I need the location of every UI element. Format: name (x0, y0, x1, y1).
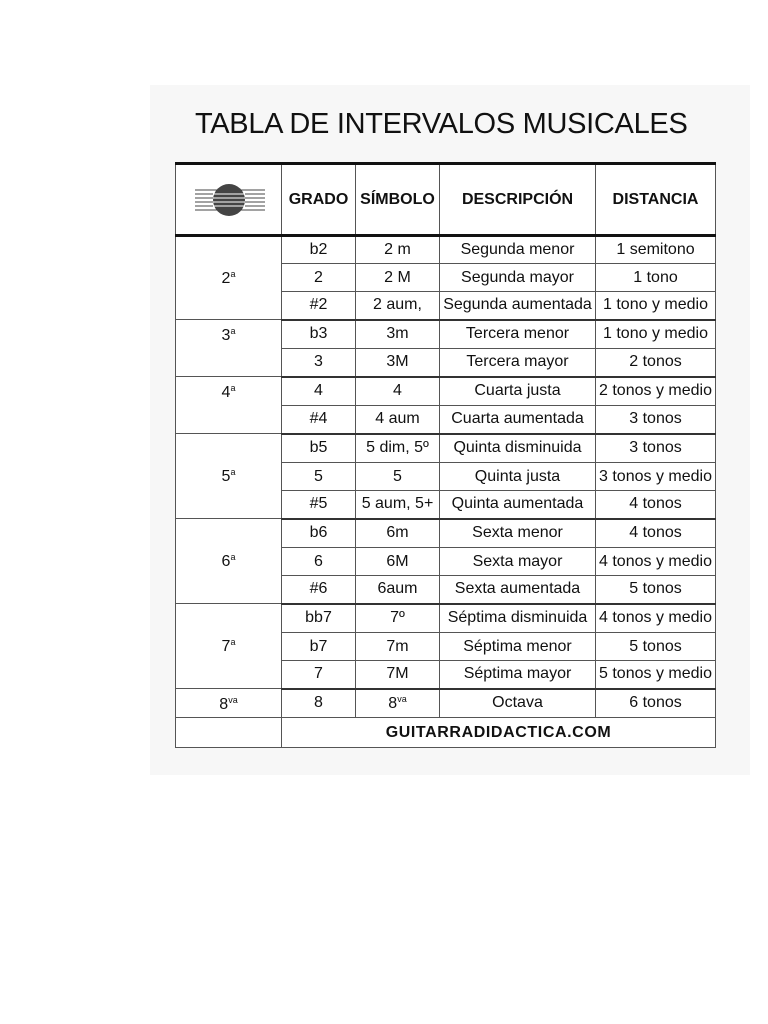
cell-distancia (596, 661, 716, 689)
distancia-text: 5 tonos y medio (599, 665, 712, 683)
grade-cell (176, 236, 282, 320)
grado-text: 2 (314, 268, 323, 286)
cell-distancia (596, 377, 716, 406)
cell-grado (282, 576, 356, 604)
cell-simbolo (356, 519, 440, 548)
guitar-soundhole-icon (189, 180, 269, 220)
descripcion-text: Quinta aumentada (451, 495, 584, 513)
header-simbolo: SÍMBOLO (356, 164, 440, 236)
simbolo-ordinal: va (397, 693, 407, 704)
site-url: GUITARRADIDACTICA.COM (282, 718, 716, 748)
descripcion-text: Séptima mayor (463, 665, 572, 683)
descripcion-text: Séptima menor (463, 637, 572, 655)
header-distancia: DISTANCIA (596, 164, 716, 236)
table-row (176, 236, 716, 264)
cell-grado (282, 377, 356, 406)
grado-text: b2 (309, 241, 328, 258)
grade-number: 3 (221, 327, 231, 344)
cell-distancia (596, 519, 716, 548)
grade-cell (176, 320, 282, 377)
cell-distancia (596, 434, 716, 463)
descripcion-text: Sexta mayor (472, 552, 563, 570)
simbolo-text: 2 M (384, 268, 411, 286)
grade-number: 7 (221, 637, 231, 655)
cell-descripcion (440, 491, 596, 519)
distancia-text: 2 tonos (629, 353, 682, 371)
cell-distancia (596, 292, 716, 320)
cell-descripcion (440, 689, 596, 718)
grade-number: 2 (221, 269, 231, 287)
distancia-text: 3 tonos (629, 439, 682, 457)
grade-ordinal: a (230, 636, 236, 647)
cell-grado (282, 463, 356, 491)
grade-cell (176, 689, 282, 718)
cell-grado (282, 264, 356, 292)
descripcion-text: Cuarta justa (474, 382, 561, 400)
cell-descripcion (440, 320, 596, 349)
grado-text: bb7 (305, 609, 332, 627)
cell-grado (282, 633, 356, 661)
cell-descripcion (440, 236, 596, 264)
grado-text: 4 (314, 382, 323, 400)
grade-cell (176, 519, 282, 604)
descripcion-text: Segunda menor (460, 241, 575, 258)
grade-cell (176, 434, 282, 519)
simbolo-text: 2 aum, (373, 296, 422, 314)
descripcion-text: Octava (492, 694, 543, 712)
logo-cell (176, 164, 282, 236)
grado-text: 3 (314, 353, 323, 371)
cell-descripcion (440, 377, 596, 406)
descripcion-text: Segunda mayor (461, 268, 574, 286)
simbolo-text: 4 (393, 382, 402, 400)
descripcion-text: Sexta aumentada (454, 580, 581, 598)
simbolo-text: 3m (386, 325, 409, 343)
descripcion-text: Quinta disminuida (453, 439, 582, 457)
cell-simbolo (356, 292, 440, 320)
simbolo-text: 4 aum (375, 410, 420, 428)
grado-text: 5 (314, 467, 323, 485)
descripcion-text: Tercera menor (465, 325, 570, 343)
cell-simbolo (356, 406, 440, 434)
table-row (176, 434, 716, 463)
cell-distancia (596, 349, 716, 377)
simbolo-text: 5 aum, 5+ (361, 495, 434, 513)
descripcion-text: Sexta menor (472, 524, 563, 542)
intervals-body (176, 236, 716, 748)
distancia-text: 1 semitono (616, 241, 695, 258)
simbolo-text: 3M (386, 353, 409, 371)
cell-grado (282, 292, 356, 320)
cell-descripcion (440, 604, 596, 633)
cell-simbolo (356, 349, 440, 377)
page-title: TABLA DE INTERVALOS MUSICALES (195, 108, 688, 140)
cell-descripcion (440, 434, 596, 463)
grade-number: 8 (219, 696, 229, 713)
cell-distancia (596, 406, 716, 434)
cell-grado (282, 661, 356, 689)
simbolo-text: 2 m (384, 241, 411, 258)
cell-grado (282, 320, 356, 349)
grade-ordinal: a (230, 383, 236, 393)
distancia-text: 3 tonos (629, 410, 682, 428)
grado-text: #4 (309, 410, 328, 428)
cell-simbolo (356, 633, 440, 661)
grade-cell (176, 377, 282, 434)
cell-distancia (596, 576, 716, 604)
grade-number: 4 (221, 384, 231, 401)
cell-simbolo (356, 320, 440, 349)
header-descripcion: DESCRIPCIÓN (440, 164, 596, 236)
cell-simbolo (356, 264, 440, 292)
cell-descripcion (440, 349, 596, 377)
cell-simbolo (356, 491, 440, 519)
intervals-table (175, 162, 716, 748)
descripcion-text: Séptima disminuida (447, 609, 588, 627)
grado-text: b6 (309, 524, 328, 542)
grade-number: 6 (221, 552, 231, 570)
cell-distancia (596, 548, 716, 576)
table-row (176, 689, 716, 718)
cell-grado (282, 604, 356, 633)
distancia-text: 1 tono y medio (603, 325, 708, 343)
cell-distancia (596, 236, 716, 264)
cell-descripcion (440, 264, 596, 292)
distancia-text: 4 tonos (629, 524, 682, 542)
cell-distancia (596, 463, 716, 491)
distancia-text: 6 tonos (629, 694, 682, 712)
cell-descripcion (440, 548, 596, 576)
distancia-text: 1 tono y medio (603, 296, 708, 314)
cell-distancia (596, 689, 716, 718)
cell-simbolo (356, 689, 440, 718)
cell-simbolo (356, 236, 440, 264)
table-row (176, 604, 716, 633)
cell-grado (282, 689, 356, 718)
grade-ordinal: a (230, 326, 236, 336)
grado-text: #6 (309, 580, 328, 598)
simbolo-text: 5 (393, 467, 402, 485)
grade-number: 5 (221, 467, 231, 485)
distancia-text: 4 tonos y medio (599, 552, 712, 570)
simbolo-text: 6M (386, 552, 409, 570)
cell-descripcion (440, 633, 596, 661)
grado-text: b7 (309, 637, 328, 655)
simbolo-text: 7M (386, 665, 409, 683)
grado-text: 7 (314, 665, 323, 683)
cell-simbolo (356, 377, 440, 406)
distancia-text: 5 tonos (629, 637, 682, 655)
distancia-text: 4 tonos y medio (599, 609, 712, 627)
cell-grado (282, 406, 356, 434)
grado-text: #2 (309, 296, 328, 314)
grade-ordinal: va (228, 695, 238, 705)
grado-text: 8 (314, 694, 323, 712)
cell-distancia (596, 633, 716, 661)
cell-descripcion (440, 406, 596, 434)
cell-simbolo (356, 576, 440, 604)
cell-grado (282, 491, 356, 519)
grado-text: #5 (309, 495, 328, 513)
cell-simbolo (356, 604, 440, 633)
descripcion-text: Segunda aumentada (443, 296, 592, 314)
cell-grado (282, 434, 356, 463)
cell-distancia (596, 320, 716, 349)
table-row (176, 519, 716, 548)
table-row (176, 320, 716, 349)
cell-simbolo (356, 434, 440, 463)
grade-cell (176, 604, 282, 689)
cell-simbolo (356, 548, 440, 576)
grade-ordinal: a (230, 268, 236, 279)
grado-text: b3 (309, 325, 328, 343)
distancia-text: 1 tono (633, 268, 678, 286)
cell-distancia (596, 264, 716, 292)
simbolo-text: 7º (390, 609, 405, 627)
simbolo-text: 5 dim, 5º (366, 439, 429, 457)
cell-grado (282, 236, 356, 264)
cell-descripcion (440, 661, 596, 689)
descripcion-text: Cuarta aumentada (451, 410, 584, 428)
grade-ordinal: a (230, 466, 236, 477)
grade-ordinal: a (230, 551, 236, 562)
cell-grado (282, 548, 356, 576)
cell-distancia (596, 491, 716, 519)
simbolo-text: 8 (388, 694, 398, 712)
cell-simbolo (356, 463, 440, 491)
cell-descripcion (440, 576, 596, 604)
simbolo-text: 6aum (377, 580, 418, 598)
cell-descripcion (440, 463, 596, 491)
empty-grade-cell (176, 718, 282, 748)
table-row (176, 377, 716, 406)
header-grado: GRADO (282, 164, 356, 236)
cell-simbolo (356, 661, 440, 689)
cell-distancia (596, 604, 716, 633)
grado-text: b5 (309, 439, 328, 457)
distancia-text: 5 tonos (629, 580, 682, 598)
distancia-text: 2 tonos y medio (599, 382, 712, 400)
cell-grado (282, 519, 356, 548)
cell-descripcion (440, 292, 596, 320)
cell-grado (282, 349, 356, 377)
grado-text: 6 (314, 552, 323, 570)
distancia-text: 3 tonos y medio (599, 467, 712, 485)
cell-descripcion (440, 519, 596, 548)
descripcion-text: Tercera mayor (466, 353, 569, 371)
footer-row (176, 718, 716, 748)
descripcion-text: Quinta justa (474, 467, 561, 485)
distancia-text: 4 tonos (629, 495, 682, 513)
simbolo-text: 7m (386, 637, 409, 655)
simbolo-text: 6m (386, 524, 409, 542)
